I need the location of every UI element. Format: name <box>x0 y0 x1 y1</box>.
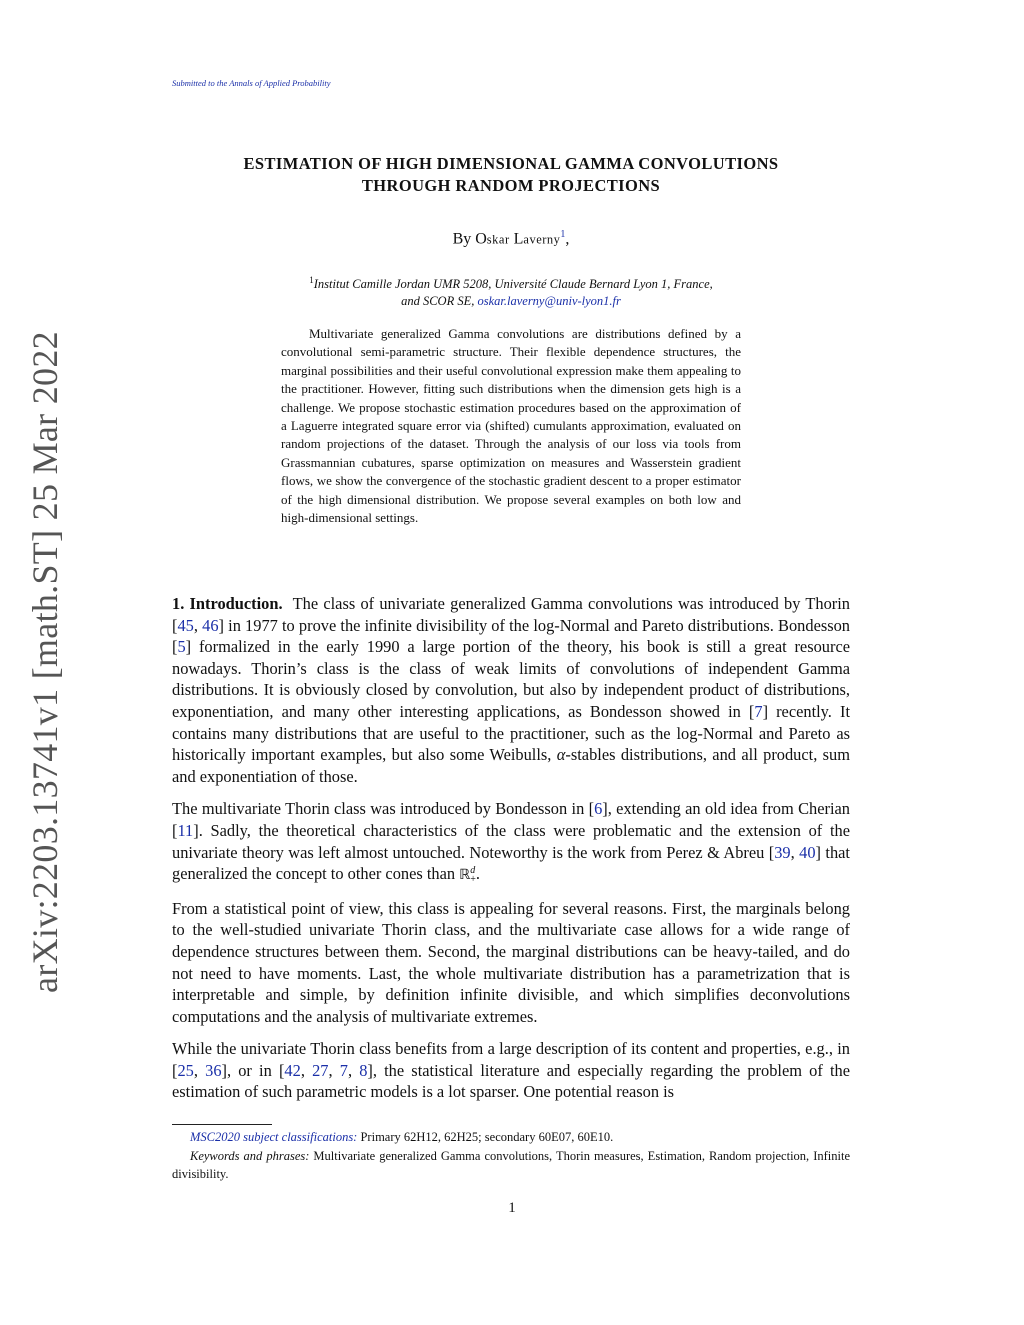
footnotes <box>172 1128 850 1184</box>
title-line-1: ESTIMATION OF HIGH DIMENSIONAL GAMMA CONVOLUTIONS <box>243 154 779 173</box>
affiliation <box>172 272 850 310</box>
abstract: Multivariate generalized Gamma convolutions are distributions defined by a convolutional semi-parametric structure. Their flexible dependence structures, the marginal possibilities and their useful convolutional expression make them appealing to the practitioner. However, fitting such distributions when the dimension gets high is a challenge. We propose stochastic estimation procedures based on the approximation of a Laguerre integrated square error via (shifted) cumulants approximation, evaluated on random projections of the dataset. Through the analysis of our loss via tools from Grassmannian cubatures, sparse optimization on measures and Wasserstein gradient flows, we show the convergence of the stochastic gradient descent to a proper estimator of the high dimensional distribution. We propose several examples on both low and high-dimensional settings. <box>281 326 741 526</box>
affiliation-line-1 <box>172 272 850 293</box>
text-run: , <box>347 1060 360 1080</box>
page-number: 1 <box>508 1200 516 1216</box>
text-run: . <box>475 864 481 884</box>
intro-paragraph-2 <box>172 798 850 886</box>
text-run: ]. Sadly, the theoretical characteristics of the class were problematic and the extension of the univariate theory was left almost untouched. Noteworthy is the work from Perez & Abreu [ <box>172 820 850 862</box>
msc-footnote <box>172 1128 850 1147</box>
citation-link[interactable]: 42 <box>284 1060 301 1080</box>
alpha-symbol: α <box>556 745 566 765</box>
citation-link[interactable]: 27 <box>312 1060 329 1080</box>
arxiv-identifier[interactable]: arXiv:2203.13741v1 [math.ST] 25 Mar 2022 <box>25 331 65 993</box>
text-run: , <box>328 1060 340 1080</box>
arxiv-sidebar <box>0 0 100 1325</box>
citation-link[interactable]: 7 <box>339 1060 348 1080</box>
citation-link[interactable]: 40 <box>799 842 816 862</box>
citation-link[interactable]: 39 <box>774 842 791 862</box>
intro-paragraph-1 <box>172 593 850 787</box>
citation-link[interactable]: 46 <box>202 615 219 635</box>
citation-link[interactable]: 8 <box>359 1060 368 1080</box>
text-run: While the univariate Thorin class benefits from a large description of its content and properties, e.g., in [ <box>172 1039 850 1080</box>
citation-link[interactable]: 36 <box>205 1060 222 1080</box>
dimension-superscript: d <box>470 865 476 877</box>
text-run: The class of univariate generalized Gamma convolutions was introduced by Thorin [ <box>172 594 850 635</box>
citation-link[interactable]: 25 <box>177 1060 194 1080</box>
affiliation-line-2 <box>172 293 850 310</box>
text-run: ] recently. It contains many distributions that are useful to the practitioner, such as the log-Normal and Pareto as historically important examples, but also some Weibulls, <box>172 701 850 765</box>
citation-link[interactable]: 11 <box>177 820 194 840</box>
paper-title <box>172 153 850 197</box>
author-affiliation-marker[interactable]: 1 <box>560 229 566 240</box>
main-text <box>172 593 850 1114</box>
text-run: ], extending an old idea from Cherian [ <box>172 799 850 840</box>
citation-link[interactable]: 5 <box>177 637 186 657</box>
affiliation-marker: 1 <box>309 275 314 285</box>
author-email-link[interactable]: oskar.laverny@univ-lyon1.fr <box>477 294 621 309</box>
author-line <box>172 229 850 248</box>
text-run: , <box>193 615 203 635</box>
text-run: ] in 1977 to prove the infinite divisibility of the log-Normal and Pareto distributions. Bondesson [ <box>172 615 850 657</box>
author-trailing-comma: , <box>565 230 570 248</box>
msc-codes: Primary 62H12, 62H25; secondary 60E07, 60E10. <box>357 1130 614 1144</box>
author-first-initial: O <box>475 230 487 248</box>
positive-subscript: + <box>470 874 476 886</box>
intro-paragraph-3: From a statistical point of view, this class is appealing for several reasons. First, the marginals belong to the well-studied univariate Thorin class, and the multivariate case allows for a wide range of dependence structures between them. Second, the marginal distributions can be heavy-tailed, and do not need to have moments. Last, the whole multivariate distribution has a parametrization that is interpretable and simple, by definition infinite divisible, and which simplifies deconvolutions computations and the analysis of multivariate extremes. <box>172 898 850 1026</box>
text-run: , <box>193 1060 206 1080</box>
keywords-label: Keywords and phrases: <box>190 1148 310 1163</box>
text-run: ] that generalized the concept to other cones than <box>172 842 850 884</box>
citation-link[interactable]: 7 <box>754 701 763 721</box>
text-run: -stables distributions, and all product, sum and exponentiation of those. <box>172 745 851 786</box>
citation-link[interactable]: 45 <box>177 615 194 635</box>
real-numbers-symbol: ℝ <box>459 867 471 884</box>
affiliation-company: and SCOR SE, <box>401 294 478 309</box>
author-last-rest: averny <box>523 232 561 247</box>
citation-link[interactable]: 6 <box>594 799 603 819</box>
text-run: , <box>790 842 800 862</box>
author-last-initial: L <box>513 230 524 248</box>
text-run: The multivariate Thorin class was introduced by Bondesson in [ <box>172 799 595 819</box>
intro-paragraph-4 <box>172 1038 850 1103</box>
title-line-2: THROUGH RANDOM PROJECTIONS <box>361 176 661 195</box>
author-by: By <box>452 230 472 248</box>
footnote-divider <box>172 1124 272 1125</box>
msc-label-link[interactable]: MSC2020 subject classifications: <box>190 1130 358 1144</box>
keywords-footnote <box>172 1147 850 1184</box>
text-run: ] formalized in the early 1990 a large portion of the theory, his book is still a great resource nowadays. Thorin’s class is the class of weak limits of convolutions of independent Gamma distributions. It is obviously closed by convolution, but also by independent product of distributions, exponentiation, and many other interesting applications, as Bondesson showed in [ <box>172 637 850 721</box>
keywords-list: Multivariate generalized Gamma convolutions, Thorin measures, Estimation, Random projection, Infinite divisibility. <box>172 1148 850 1181</box>
text-run: , <box>300 1060 313 1080</box>
journal-submission-note[interactable]: Submitted to the Annals of Applied Probability <box>172 78 331 88</box>
text-run: ], or in [ <box>221 1060 285 1080</box>
author-first-rest: skar <box>486 232 510 247</box>
text-run: ], the statistical literature and especially regarding the problem of the estimation of such parametric models is a lot sparser. One potential reason is <box>172 1060 850 1102</box>
section-heading-introduction: 1. Introduction. <box>172 594 283 613</box>
affiliation-institution: Institut Camille Jordan UMR 5208, Université Claude Bernard Lyon 1, France, <box>313 277 713 292</box>
